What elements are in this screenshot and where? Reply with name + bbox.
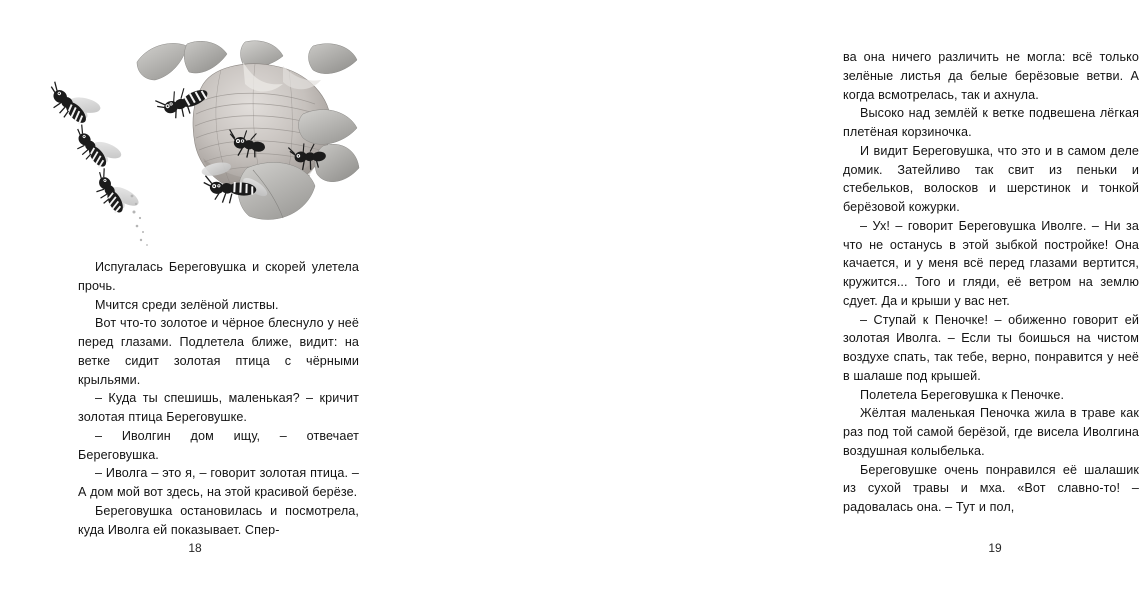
page-right: [400, 0, 1139, 600]
paragraph: Береговушка остановилась и посмотрела, куда Иволга ей показывает. Спер-: [78, 503, 359, 537]
paragraph: Испугалась Береговушка и скорей улетела прочь.: [78, 260, 359, 293]
paragraph: – Ступай к Пеночке! – обиженно говорит ей золотая Иволга. – Если ты боишься на чистом воздухе спать, так тебе, верно, понравится у неё в шалаше под крышей.: [843, 312, 1139, 383]
right-page-text-column: [843, 48, 1139, 517]
paragraph: Полетела Береговушка к Пеночке.: [860, 387, 1065, 402]
flying-wasp-1: [41, 73, 106, 133]
paragraph: Береговушке очень понравился её шалашик из сухой травы и мха. «Вот славно-то! – радовалась она. – Тут и пол,: [843, 462, 1139, 514]
paragraph: И видит Береговушка, что это и в самом деле домик. Затейливо так свит из пеньки и стебельков, волосков и шерстинок и тонкой берёзовой кожурки.: [843, 143, 1139, 214]
page-left: [0, 0, 400, 600]
paragraph: Мчится среди зелёной листвы.: [95, 297, 279, 312]
paragraph: – Иволга – это я, – говорит золотая птица. – А дом мой вот здесь, на этой красивой берёзе.: [78, 466, 359, 499]
paragraph: – Ух! – говорит Береговушка Иволге. – Ни за что не останусь в этой зыбкой постройке! Она качается, и у меня всё перед глазами вертится, кружится... Того и гляди, её ветром на землю сдует. Да и крыши у вас нет.: [843, 218, 1139, 308]
paragraph: Жёлтая маленькая Пеночка жила в траве как раз под той самой берёзой, где висела Иволгина воздушная колыбелька.: [843, 406, 1139, 458]
flying-wasp-2: [66, 118, 126, 177]
page-number-left: 18: [188, 541, 202, 555]
paragraph: ва она ничего различить не могла: всё только зелёные листья да белые берёзовые ветви. А когда всмотрелась, так и ахнула.: [843, 50, 1139, 102]
paragraph: – Куда ты спешишь, маленькая? – кричит золотая птица Береговушке.: [78, 391, 359, 424]
wasp-nest-illustration: [135, 40, 360, 225]
paragraph: – Иволгин дом ищу, – отвечает Береговушка.: [78, 428, 359, 462]
paragraph: Высоко над землёй к ветке подвешена лёгкая плетёная корзиночка.: [843, 106, 1139, 139]
page-number-right: 19: [988, 541, 1002, 555]
paragraph: Вот что-то золотое и чёрное блеснуло у неё перед глазами. Подлетела ближе, видит: на ветке сидит золотая птица с чёрными крыльями.: [78, 316, 359, 387]
left-page-text-column: [78, 258, 359, 539]
